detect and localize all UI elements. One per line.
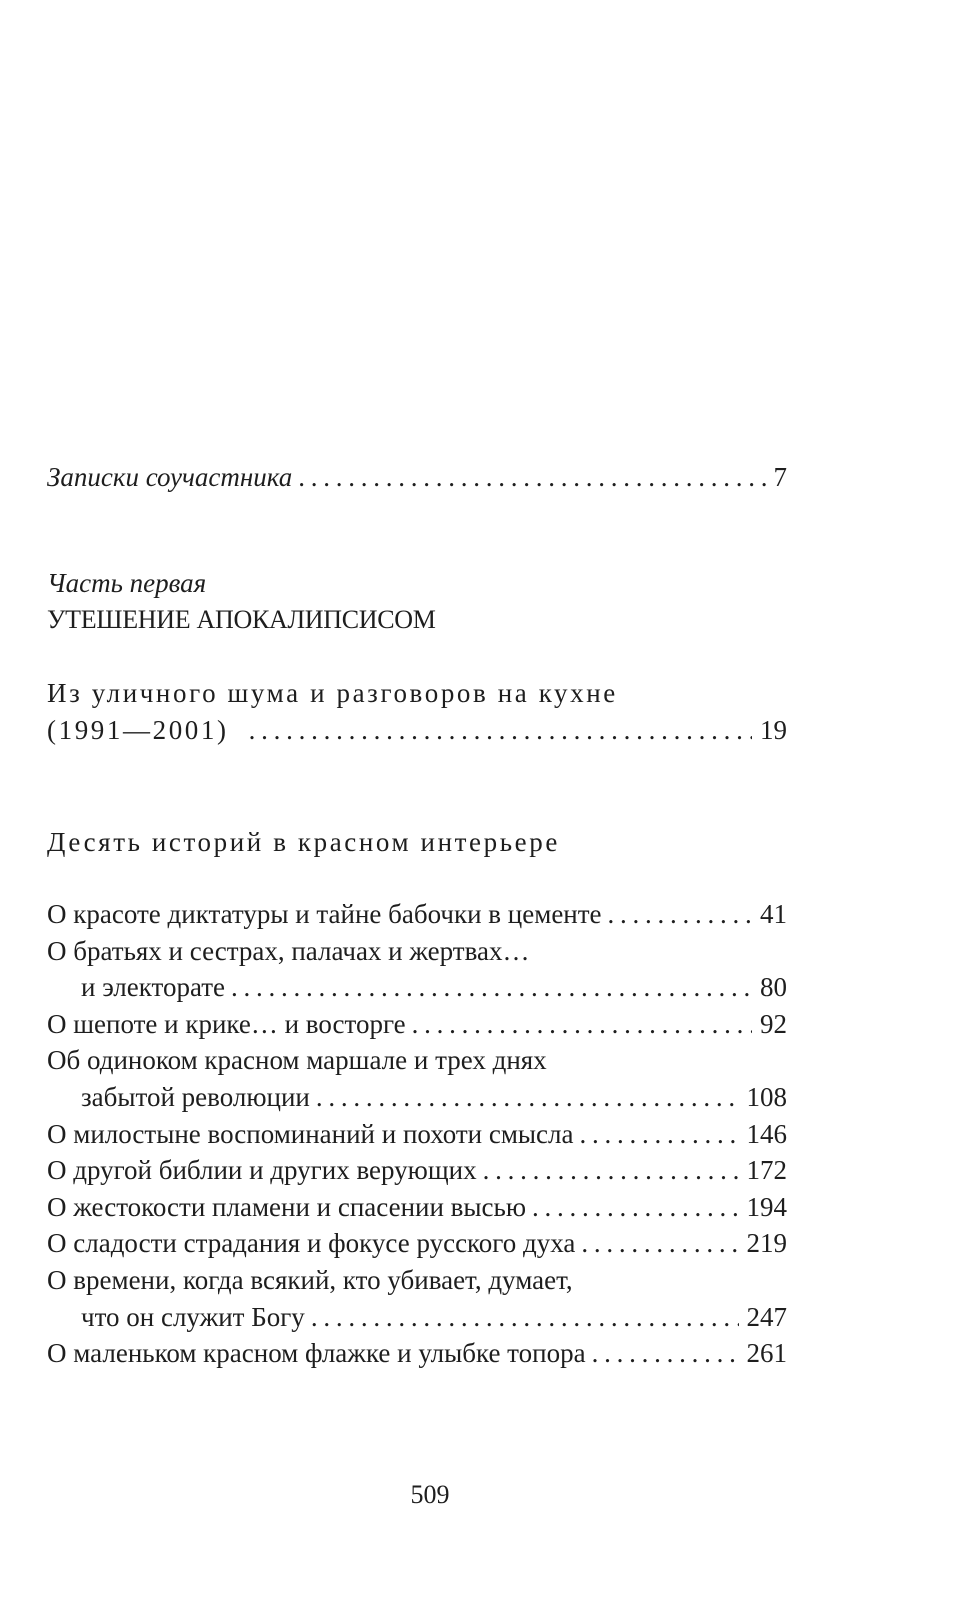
toc-entry-title: О шепоте и крике… и восторге bbox=[47, 1008, 406, 1039]
toc-page-number: 146 bbox=[746, 1118, 787, 1149]
toc-page-number: 92 bbox=[760, 1008, 787, 1039]
toc-entry-section1[interactable] bbox=[47, 675, 787, 748]
section-heading bbox=[47, 824, 787, 861]
dot-leader bbox=[483, 1152, 739, 1189]
dot-leader bbox=[532, 1189, 738, 1226]
dot-leader bbox=[231, 969, 752, 1006]
toc-page-number: 247 bbox=[746, 1301, 787, 1332]
toc-entry-title: О сладости страдания и фокусе русского духа bbox=[47, 1228, 576, 1259]
toc-page-number: 41 bbox=[760, 899, 787, 929]
toc-entry-title: О милостыне воспоминаний и похоти смысла bbox=[47, 1118, 574, 1149]
toc-page-number: 80 bbox=[760, 972, 787, 1003]
toc-entry[interactable] bbox=[47, 1006, 787, 1043]
dot-leader bbox=[316, 1079, 739, 1116]
toc-entry-title-cont: забытой революции bbox=[81, 1081, 310, 1112]
dot-leader bbox=[311, 1299, 739, 1336]
toc-entry-title: Записки соучастника bbox=[47, 462, 293, 492]
toc-entry-title: О красоте диктатуры и тайне бабочки в цементе bbox=[47, 899, 602, 929]
toc-entry-title: О маленьком красном флажке и улыбке топора bbox=[47, 1338, 586, 1369]
toc-entry[interactable] bbox=[47, 1152, 787, 1189]
toc-page-number: 19 bbox=[760, 714, 787, 745]
toc-entry-title-cont: (1991—2001) bbox=[47, 714, 229, 745]
part-label: Часть первая bbox=[47, 568, 207, 598]
toc-entry[interactable] bbox=[47, 896, 787, 933]
toc-page-number: 219 bbox=[746, 1228, 787, 1259]
part-title: УТЕШЕНИЕ АПОКАЛИПСИСОМ bbox=[47, 604, 436, 634]
dot-leader bbox=[580, 1116, 739, 1153]
toc-entry[interactable] bbox=[47, 1335, 787, 1372]
toc-entry-title: Из уличного шума и разговоров на кухне bbox=[47, 678, 618, 708]
section-title: Десять историй в красном интерьере bbox=[47, 827, 560, 857]
toc-page-number: 108 bbox=[746, 1081, 787, 1112]
toc-entry[interactable] bbox=[47, 1042, 787, 1115]
dot-leader bbox=[608, 896, 752, 933]
toc-entry-title: Об одиноком красном маршале и трех днях bbox=[47, 1045, 547, 1076]
toc-entry-title: О другой библии и других верующих bbox=[47, 1155, 477, 1186]
toc-entry[interactable] bbox=[47, 1225, 787, 1262]
toc-page-number: 261 bbox=[746, 1338, 787, 1369]
dot-leader bbox=[592, 1335, 739, 1372]
toc-page-number: 7 bbox=[773, 462, 787, 492]
part-heading bbox=[47, 565, 787, 638]
dot-leader bbox=[581, 1225, 738, 1262]
toc-entry[interactable] bbox=[47, 933, 787, 1006]
toc-entry-title: О времени, когда всякий, кто убивает, думает, bbox=[47, 1264, 573, 1295]
dot-leader bbox=[249, 712, 752, 749]
toc-page-number: 172 bbox=[746, 1155, 787, 1186]
dot-leader bbox=[412, 1006, 752, 1043]
toc-entry[interactable] bbox=[47, 1262, 787, 1335]
toc-entry[interactable] bbox=[47, 1116, 787, 1153]
dot-leader bbox=[298, 459, 765, 496]
toc-entry-intro[interactable] bbox=[47, 459, 787, 496]
toc-entry[interactable] bbox=[47, 1189, 787, 1226]
toc-entry-title-cont: что он служит Богу bbox=[81, 1301, 305, 1332]
toc-entry-title: О братьях и сестрах, палачах и жертвах… bbox=[47, 935, 530, 966]
page-number: 509 bbox=[410, 1480, 450, 1509]
toc-page-number: 194 bbox=[746, 1191, 787, 1222]
toc-entry-title-cont: и электорате bbox=[81, 972, 226, 1003]
toc-entry-list bbox=[47, 896, 787, 1372]
toc-entry-title: О жестокости пламени и спасении высью bbox=[47, 1191, 527, 1222]
